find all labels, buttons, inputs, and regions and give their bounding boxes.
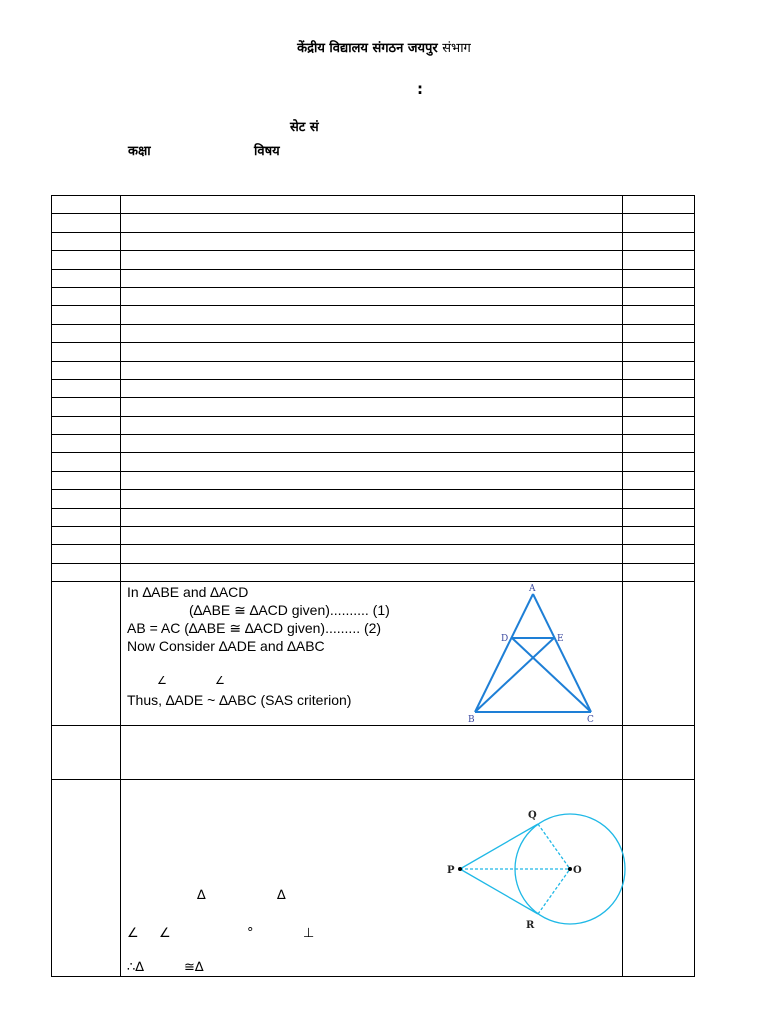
marks-cell (623, 726, 695, 780)
circle-tangent-figure (441, 800, 631, 940)
marks-cell (623, 196, 695, 214)
vertex-label-b: B (468, 715, 475, 723)
question-number-cell (52, 527, 121, 545)
marks-cell (623, 780, 695, 977)
answer-cell (121, 416, 623, 434)
question-number-cell (52, 232, 121, 250)
proof-line: (∆ABE ≅ ∆ACD given).......... (1) (189, 602, 390, 619)
marks-cell (623, 269, 695, 287)
angle-symbol: ∠ (159, 926, 171, 942)
question-number-cell (52, 582, 121, 726)
marks-cell (623, 453, 695, 471)
question-number-cell (52, 471, 121, 489)
point-label-o: O (573, 865, 582, 877)
answer-cell (121, 324, 623, 342)
marks-cell (623, 563, 695, 581)
question-number-cell (52, 343, 121, 361)
table-row (52, 343, 695, 361)
perpendicular-symbol: ⊥ (303, 926, 315, 942)
answer-cell (121, 508, 623, 526)
question-number-cell (52, 508, 121, 526)
proof-line: Now Consider ∆ADE and ∆ABC (127, 638, 325, 655)
table-row (52, 251, 695, 269)
class-label: कक्षा (128, 144, 151, 159)
answer-cell (121, 251, 623, 269)
title-region: संभाग (442, 41, 471, 56)
degree-symbol: ° (247, 926, 254, 942)
answer-cell (121, 527, 623, 545)
answer-cell (121, 780, 623, 977)
angle-symbol: ∠ (215, 674, 225, 688)
marks-cell (623, 306, 695, 324)
point-label-r: R (526, 920, 535, 932)
marks-cell (623, 251, 695, 269)
vertex-label-e: E (557, 634, 564, 645)
table-row (52, 726, 695, 780)
question-number-cell (52, 379, 121, 397)
answer-cell (121, 726, 623, 780)
marks-cell (623, 324, 695, 342)
table-row (52, 398, 695, 416)
answer-cell (121, 490, 623, 508)
congruent-triangle-symbol: ≅∆ (184, 960, 204, 976)
question-number-cell (52, 269, 121, 287)
table-row (52, 269, 695, 287)
proof-line: Thus, ∆ADE ~ ∆ABC (SAS criterion) (127, 692, 352, 709)
answer-table (51, 195, 695, 977)
table-row (52, 545, 695, 563)
vertex-label-c: C (587, 715, 594, 723)
question-number-cell (52, 726, 121, 780)
answer-cell (121, 196, 623, 214)
question-number-cell (52, 361, 121, 379)
therefore-triangle-symbol: ∴∆ (127, 960, 144, 976)
marks-cell (623, 398, 695, 416)
marks-cell (623, 214, 695, 232)
angle-symbol: ∠ (127, 926, 139, 942)
vertex-label-d: D (501, 634, 509, 645)
question-number-cell (52, 780, 121, 977)
question-number-cell (52, 306, 121, 324)
table-row (52, 471, 695, 489)
table-row (52, 508, 695, 526)
answer-cell (121, 214, 623, 232)
marks-cell (623, 361, 695, 379)
table-row (52, 416, 695, 434)
colon-mark: : (417, 80, 423, 98)
question-number-cell (52, 214, 121, 232)
table-row (52, 214, 695, 232)
marks-cell (623, 508, 695, 526)
answer-cell (121, 582, 623, 726)
question-number-cell (52, 490, 121, 508)
triangle-figure (465, 582, 605, 722)
table-row (52, 306, 695, 324)
triangle-symbol: ∆ (197, 888, 206, 904)
table-row (52, 527, 695, 545)
table-row (52, 232, 695, 250)
question-number-cell (52, 435, 121, 453)
question-number-cell (52, 398, 121, 416)
question-number-cell (52, 196, 121, 214)
answer-cell (121, 398, 623, 416)
point-label-p: P (447, 865, 455, 877)
question-number-cell (52, 453, 121, 471)
question-number-cell (52, 545, 121, 563)
question-number-cell (52, 251, 121, 269)
marks-cell (623, 545, 695, 563)
set-number-label: सेट सं (290, 120, 319, 135)
table-row (52, 287, 695, 305)
table-row (52, 324, 695, 342)
marks-cell (623, 287, 695, 305)
marks-cell (623, 343, 695, 361)
answer-cell (121, 361, 623, 379)
triangle-symbol: ∆ (277, 888, 286, 904)
table-row (52, 196, 695, 214)
question-number-cell (52, 287, 121, 305)
table-row (52, 361, 695, 379)
answer-cell (121, 545, 623, 563)
subject-label: विषय (254, 144, 280, 159)
angle-symbol: ∠ (157, 674, 167, 688)
table-row (52, 780, 695, 977)
marks-cell (623, 582, 695, 726)
answer-cell (121, 471, 623, 489)
answer-cell (121, 435, 623, 453)
marks-cell (623, 416, 695, 434)
title-main: केंद्रीय विद्यालय संगठन जयपुर (297, 41, 438, 56)
table-row (52, 435, 695, 453)
marks-cell (623, 527, 695, 545)
answer-cell (121, 343, 623, 361)
answer-cell (121, 232, 623, 250)
proof-line: In ∆ABE and ∆ACD (127, 584, 249, 601)
table-row (52, 563, 695, 581)
vertex-label-a: A (529, 584, 536, 595)
marks-cell (623, 471, 695, 489)
question-number-cell (52, 416, 121, 434)
table-row (52, 453, 695, 471)
document-title (0, 38, 768, 56)
answer-cell (121, 563, 623, 581)
table-row (52, 490, 695, 508)
answer-cell (121, 306, 623, 324)
answer-cell (121, 379, 623, 397)
marks-cell (623, 490, 695, 508)
answer-cell (121, 453, 623, 471)
marks-cell (623, 435, 695, 453)
answer-cell (121, 269, 623, 287)
marks-cell (623, 232, 695, 250)
table-row (52, 379, 695, 397)
answer-cell (121, 287, 623, 305)
table-row (52, 582, 695, 726)
point-label-q: Q (528, 810, 537, 822)
proof-line: AB = AC (∆ABE ≅ ∆ACD given)......... (2) (127, 620, 382, 637)
empty-rows (52, 196, 695, 582)
question-number-cell (52, 563, 121, 581)
marks-cell (623, 379, 695, 397)
question-number-cell (52, 324, 121, 342)
